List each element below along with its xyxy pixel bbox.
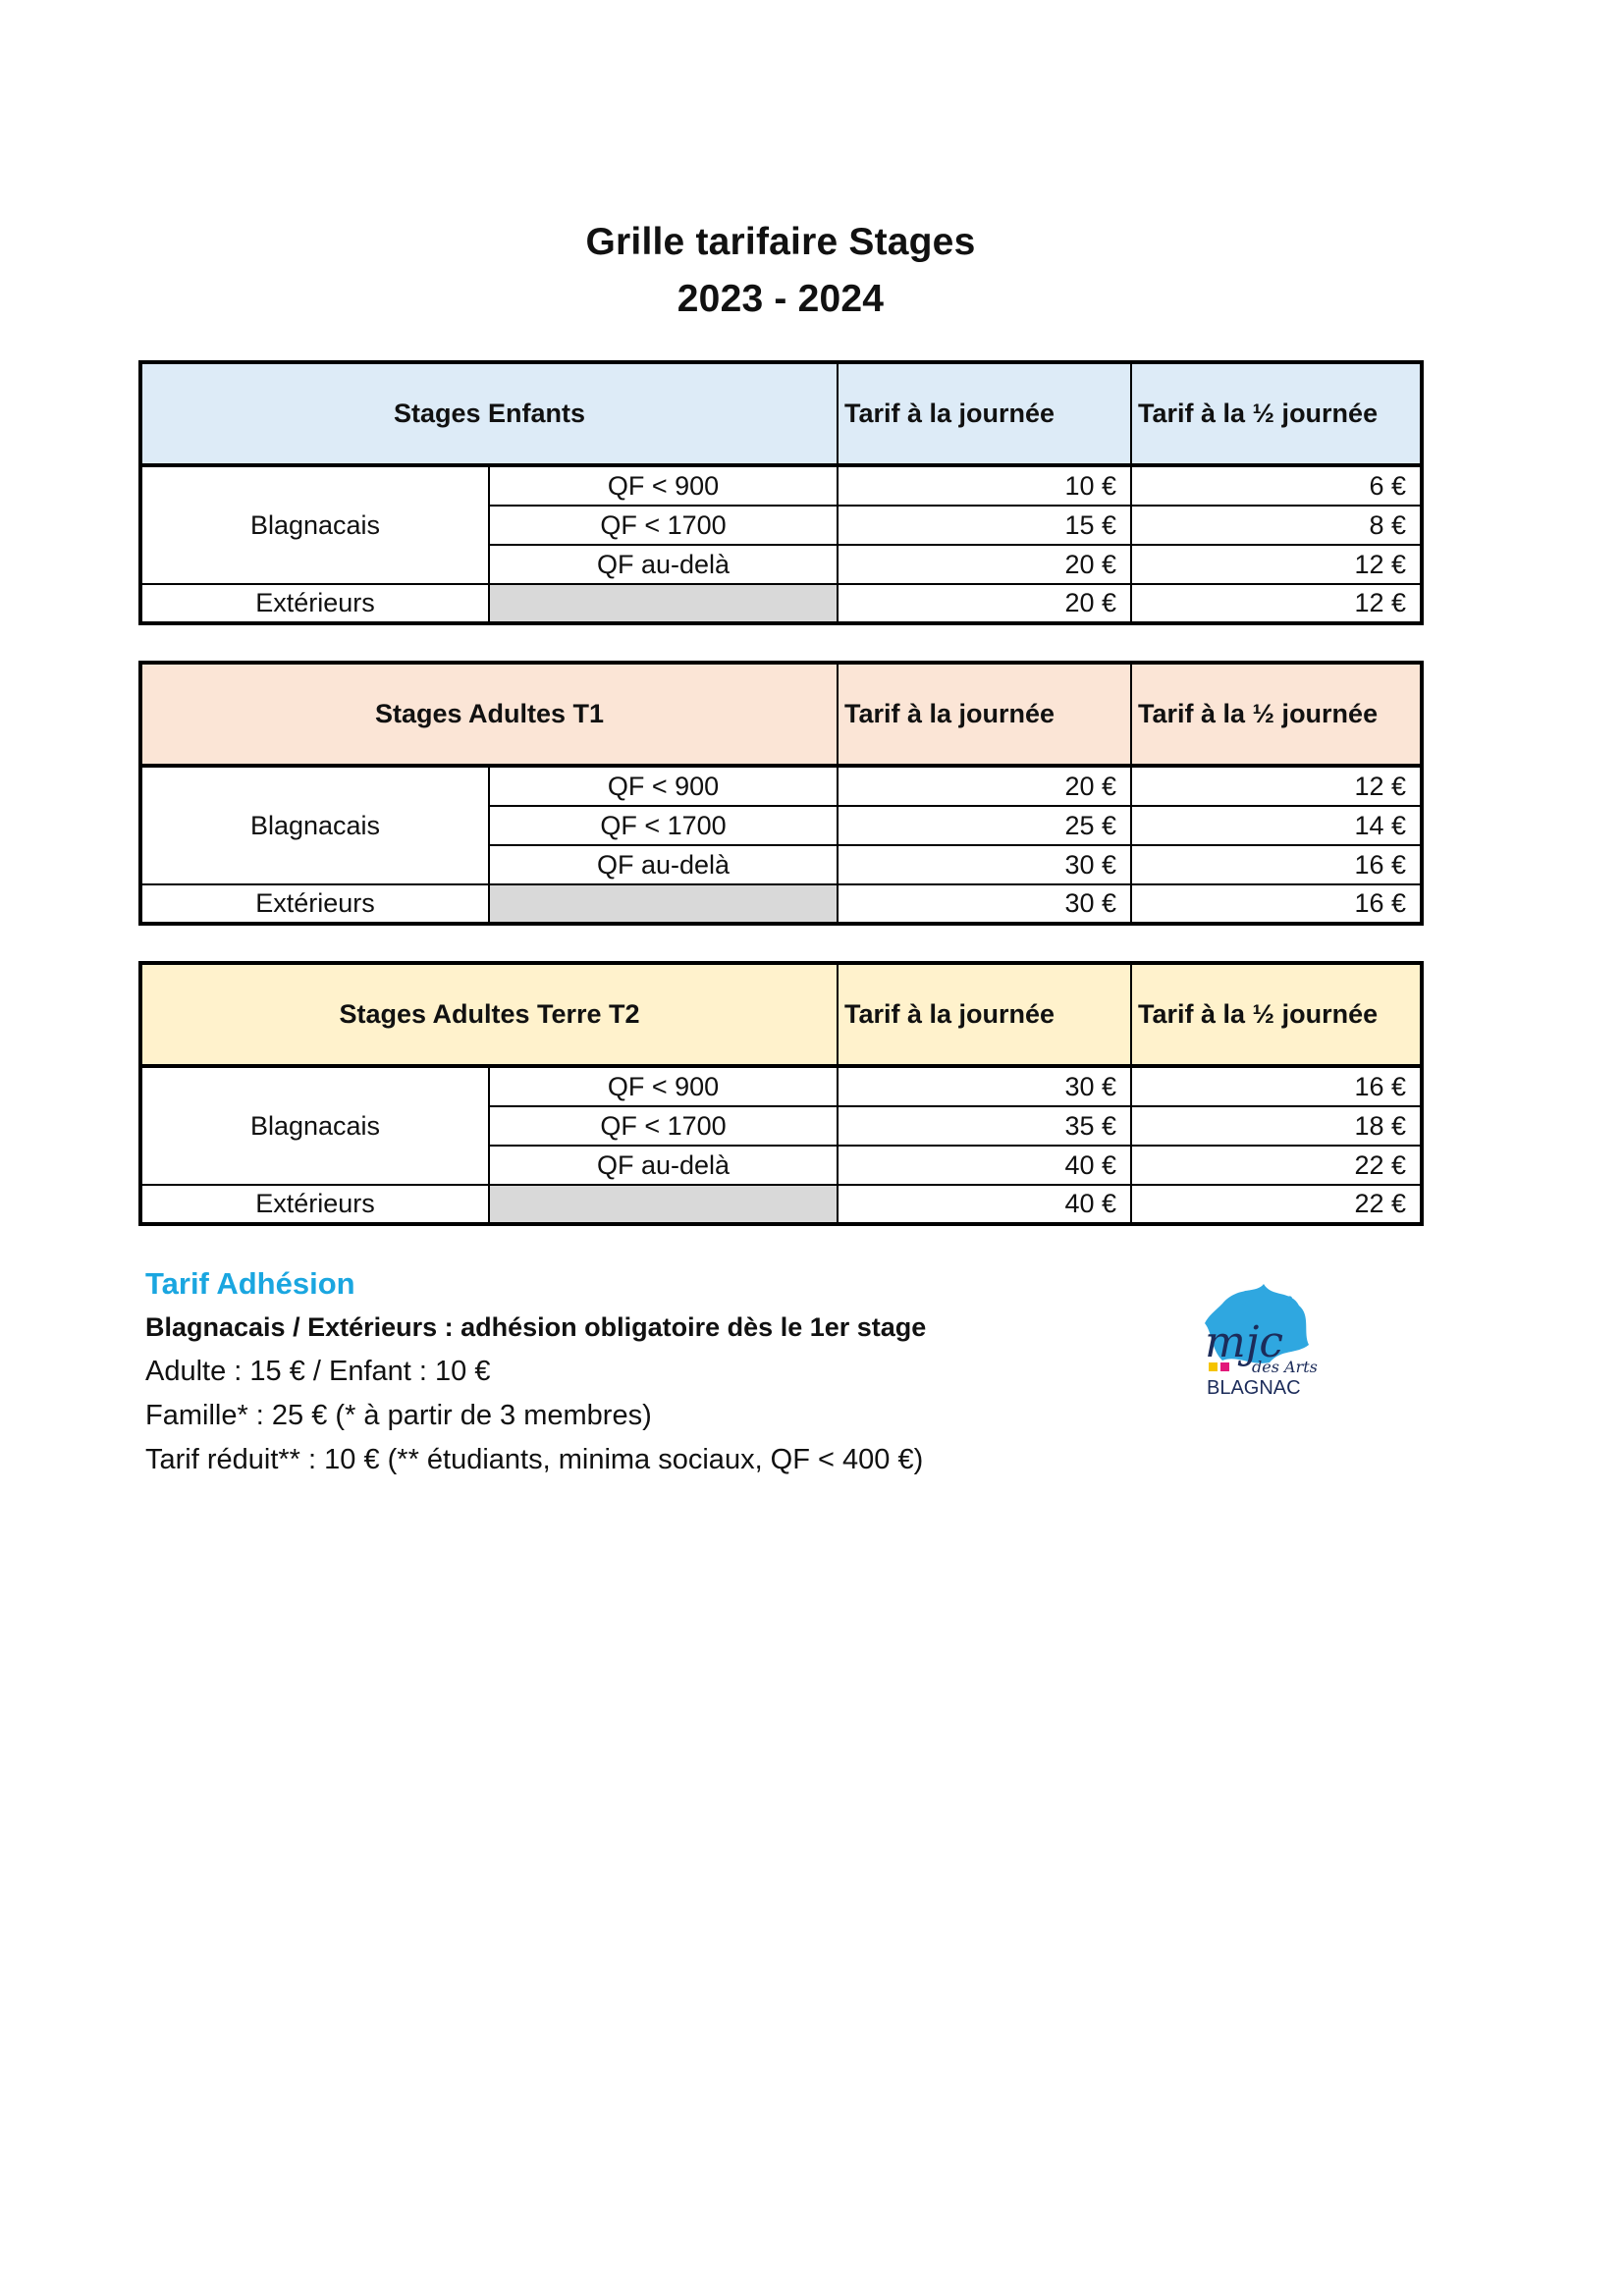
day-rate-header: Tarif à la journée <box>838 663 1131 766</box>
day-rate-cell: 20 € <box>838 766 1131 806</box>
half-day-rate-cell: 16 € <box>1131 1066 1422 1106</box>
mjc-logo <box>1183 1276 1330 1423</box>
adhesion-section <box>145 1261 926 1482</box>
exterieurs-label: Extérieurs <box>140 884 489 924</box>
day-rate-cell: 10 € <box>838 465 1131 506</box>
document-title <box>0 214 1561 328</box>
qf-cell: QF au-delà <box>489 1146 838 1185</box>
day-rate-header: Tarif à la journée <box>838 963 1131 1066</box>
day-rate-cell: 30 € <box>838 884 1131 924</box>
adhesion-line-adult-child: Adulte : 15 € / Enfant : 10 € <box>145 1356 491 1387</box>
qf-cell: QF au-delà <box>489 545 838 584</box>
half-day-rate-cell: 12 € <box>1131 584 1422 623</box>
qf-cell: QF < 1700 <box>489 506 838 545</box>
empty-grey-cell <box>489 1185 838 1224</box>
half-day-rate-cell: 16 € <box>1131 884 1422 924</box>
empty-grey-cell <box>489 584 838 623</box>
day-rate-cell: 30 € <box>838 1066 1131 1106</box>
half-day-rate-cell: 22 € <box>1131 1146 1422 1185</box>
half-day-rate-cell: 22 € <box>1131 1185 1422 1224</box>
title-line-1: Grille tarifaire Stages <box>585 221 976 263</box>
category-header: Stages Adultes Terre T2 <box>140 963 838 1066</box>
day-rate-cell: 30 € <box>838 845 1131 884</box>
logo-blagnac-text: BLAGNAC <box>1207 1377 1301 1399</box>
day-rate-cell: 35 € <box>838 1106 1131 1146</box>
group-label: Blagnacais <box>140 465 489 584</box>
half-day-rate-cell: 12 € <box>1131 766 1422 806</box>
day-rate-cell: 20 € <box>838 545 1131 584</box>
pricing-table-adultes-t1 <box>138 661 1424 926</box>
half-day-rate-cell: 8 € <box>1131 506 1422 545</box>
day-rate-cell: 25 € <box>838 806 1131 845</box>
day-rate-cell: 40 € <box>838 1185 1131 1224</box>
half-day-rate-cell: 14 € <box>1131 806 1422 845</box>
adhesion-line-reduced: Tarif réduit** : 10 € (** étudiants, minima sociaux, QF < 400 €) <box>145 1444 924 1475</box>
half-day-rate-header: Tarif à la ½ journée <box>1131 362 1422 465</box>
exterieurs-label: Extérieurs <box>140 584 489 623</box>
exterieurs-label: Extérieurs <box>140 1185 489 1224</box>
pricing-table-enfants <box>138 360 1424 625</box>
title-line-2: 2023 - 2024 <box>677 278 885 320</box>
qf-cell: QF < 900 <box>489 766 838 806</box>
group-label: Blagnacais <box>140 766 489 884</box>
day-rate-cell: 15 € <box>838 506 1131 545</box>
half-day-rate-cell: 6 € <box>1131 465 1422 506</box>
half-day-rate-cell: 16 € <box>1131 845 1422 884</box>
pricing-table-adultes-terre-t2 <box>138 961 1424 1226</box>
qf-cell: QF < 1700 <box>489 1106 838 1146</box>
logo-mjc-text: mjc <box>1205 1317 1284 1367</box>
category-header: Stages Enfants <box>140 362 838 465</box>
half-day-rate-cell: 18 € <box>1131 1106 1422 1146</box>
adhesion-subtitle: Blagnacais / Extérieurs : adhésion obligatoire dès le 1er stage <box>145 1312 927 1342</box>
day-rate-cell: 20 € <box>838 584 1131 623</box>
day-rate-header: Tarif à la journée <box>838 362 1131 465</box>
day-rate-cell: 40 € <box>838 1146 1131 1185</box>
adhesion-line-family: Famille* : 25 € (* à partir de 3 membres) <box>145 1400 652 1431</box>
qf-cell: QF < 1700 <box>489 806 838 845</box>
qf-cell: QF < 900 <box>489 465 838 506</box>
half-day-rate-header: Tarif à la ½ journée <box>1131 963 1422 1066</box>
qf-cell: QF au-delà <box>489 845 838 884</box>
adhesion-title: Tarif Adhésion <box>145 1266 355 1301</box>
logo-des-arts-text: des Arts <box>1252 1358 1318 1376</box>
category-header: Stages Adultes T1 <box>140 663 838 766</box>
half-day-rate-header: Tarif à la ½ journée <box>1131 663 1422 766</box>
half-day-rate-cell: 12 € <box>1131 545 1422 584</box>
empty-grey-cell <box>489 884 838 924</box>
qf-cell: QF < 900 <box>489 1066 838 1106</box>
group-label: Blagnacais <box>140 1066 489 1185</box>
